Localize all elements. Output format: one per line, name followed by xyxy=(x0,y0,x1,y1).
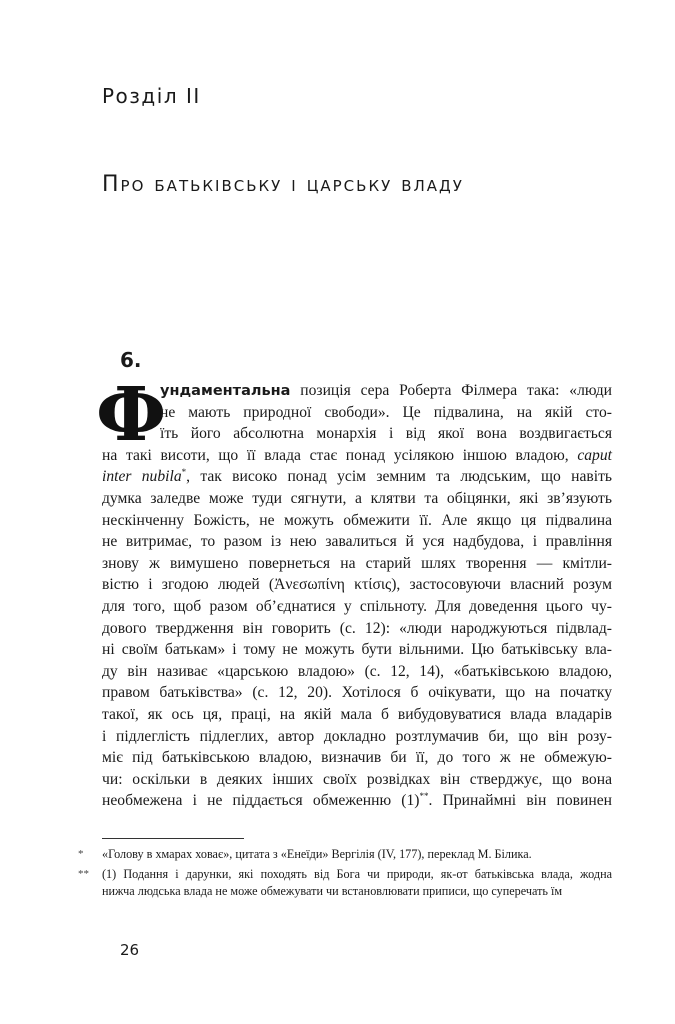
text-run: вістю і згодою людей (Ἀνεσωπίνη κτίσις), застосовуючи власний розум xyxy=(102,576,612,594)
text-line xyxy=(102,423,612,445)
text-run: такої, як ось ця, праці, на якій мала б вибудовуватися влада владарів xyxy=(102,705,612,723)
footnote-ref: ** xyxy=(419,791,429,802)
footnote-text: нижча людська влада не може обмежувати чи встановлювати приписи, що суперечать їм xyxy=(102,884,563,898)
text-run: не витримає, то разом із нею завалиться й уся надбудова, і правління xyxy=(102,533,612,551)
text-run: ні своїм батькам» і тому не можуть бути вільними. Цю батьківську вла- xyxy=(102,641,612,659)
footnotes xyxy=(78,846,612,900)
footnote xyxy=(78,866,612,900)
text-line xyxy=(102,704,612,726)
text-run: caput xyxy=(577,446,612,464)
text-run: inter nubila xyxy=(102,468,182,486)
text-run: ду він називає «царською владою» (с. 12, 14), «батьківською владою, xyxy=(102,662,612,680)
footnote-ref: * xyxy=(181,467,187,478)
text-line xyxy=(102,402,612,424)
text-line xyxy=(102,639,612,661)
text-line xyxy=(102,574,612,596)
text-run: необмежена і не піддається обмеженню (1) xyxy=(102,792,420,810)
text-line xyxy=(102,682,612,704)
chapter-label: Розділ II xyxy=(102,84,201,108)
text-line xyxy=(102,380,612,402)
text-run: чи: оскільки в деяких інших своїх розвідках він стверджує, що вона xyxy=(102,770,612,788)
text-run: позиція сера Роберта Філмера така: «люди xyxy=(290,382,612,399)
chapter-title: Про батьківську і царську владу xyxy=(102,172,464,197)
text-run: їть його абсолютна монархія і від якої вона воздвигається xyxy=(160,425,612,443)
text-line xyxy=(102,596,612,618)
drop-cap: Ф xyxy=(96,372,167,458)
footnote-mark: * xyxy=(78,848,84,860)
text-run: міє під батьківською владою, визначив би її, до того ж не обмежую- xyxy=(102,749,612,767)
footnote xyxy=(78,846,612,863)
text-run: правом батьківства» (с. 12, 20). Хотілося б очікувати, що на початку xyxy=(102,684,612,702)
text-line xyxy=(102,726,612,748)
text-run: дового твердження він говорить (с. 12): «люди народжуються підвлад- xyxy=(102,619,612,637)
text-line xyxy=(102,466,612,488)
text-line xyxy=(102,445,612,467)
footnote-divider xyxy=(102,838,244,839)
text-run: ундаментальна xyxy=(160,383,291,399)
text-run: знову ж вимушено повернеться на старий шлях творення — кмітли- xyxy=(102,554,612,572)
text-line xyxy=(102,661,612,683)
footnote-mark: ** xyxy=(78,868,89,880)
text-line xyxy=(102,510,612,532)
text-run: на такі висоти, що її влада стає понад усілякою іншою владою, xyxy=(102,446,578,464)
text-run: нескінченну Божість, не можуть обмежити її. Але якщо ця підвалина xyxy=(102,511,612,529)
text-line xyxy=(102,553,612,575)
text-line xyxy=(102,531,612,553)
footnote-text: «Голову в хмарах ховає», цитата з «Енеїди» Вергілія (IV, 177), переклад М. Білика. xyxy=(102,847,532,861)
text-line xyxy=(102,790,612,812)
text-run: і підлеглість підлеглих, автор докладно розтлумачив би, що він розу- xyxy=(102,727,612,745)
text-run: думка заледве може туди сягнути, а клятви та обіцянки, які зв’язують xyxy=(102,489,612,507)
footnote-text: (1) Подання і дарунки, які походять від Бога чи природи, як-от батьківська влада, жодна xyxy=(102,867,612,881)
text-line xyxy=(102,769,612,791)
page-number: 26 xyxy=(120,941,140,959)
text-run: . Принаймні він повинен xyxy=(428,792,613,810)
text-line xyxy=(102,488,612,510)
text-run: для того, щоб разом об’єднатися у спільноту. Для доведення цього чу- xyxy=(102,597,612,615)
text-run: не мають природної свободи». Це підвалина, на якій сто- xyxy=(160,403,612,421)
text-line xyxy=(102,747,612,769)
text-run: , так високо понад усім земним та людським, що навіть xyxy=(186,468,612,486)
section-number: 6. xyxy=(120,348,142,372)
body-text xyxy=(102,380,612,812)
text-line xyxy=(102,618,612,640)
